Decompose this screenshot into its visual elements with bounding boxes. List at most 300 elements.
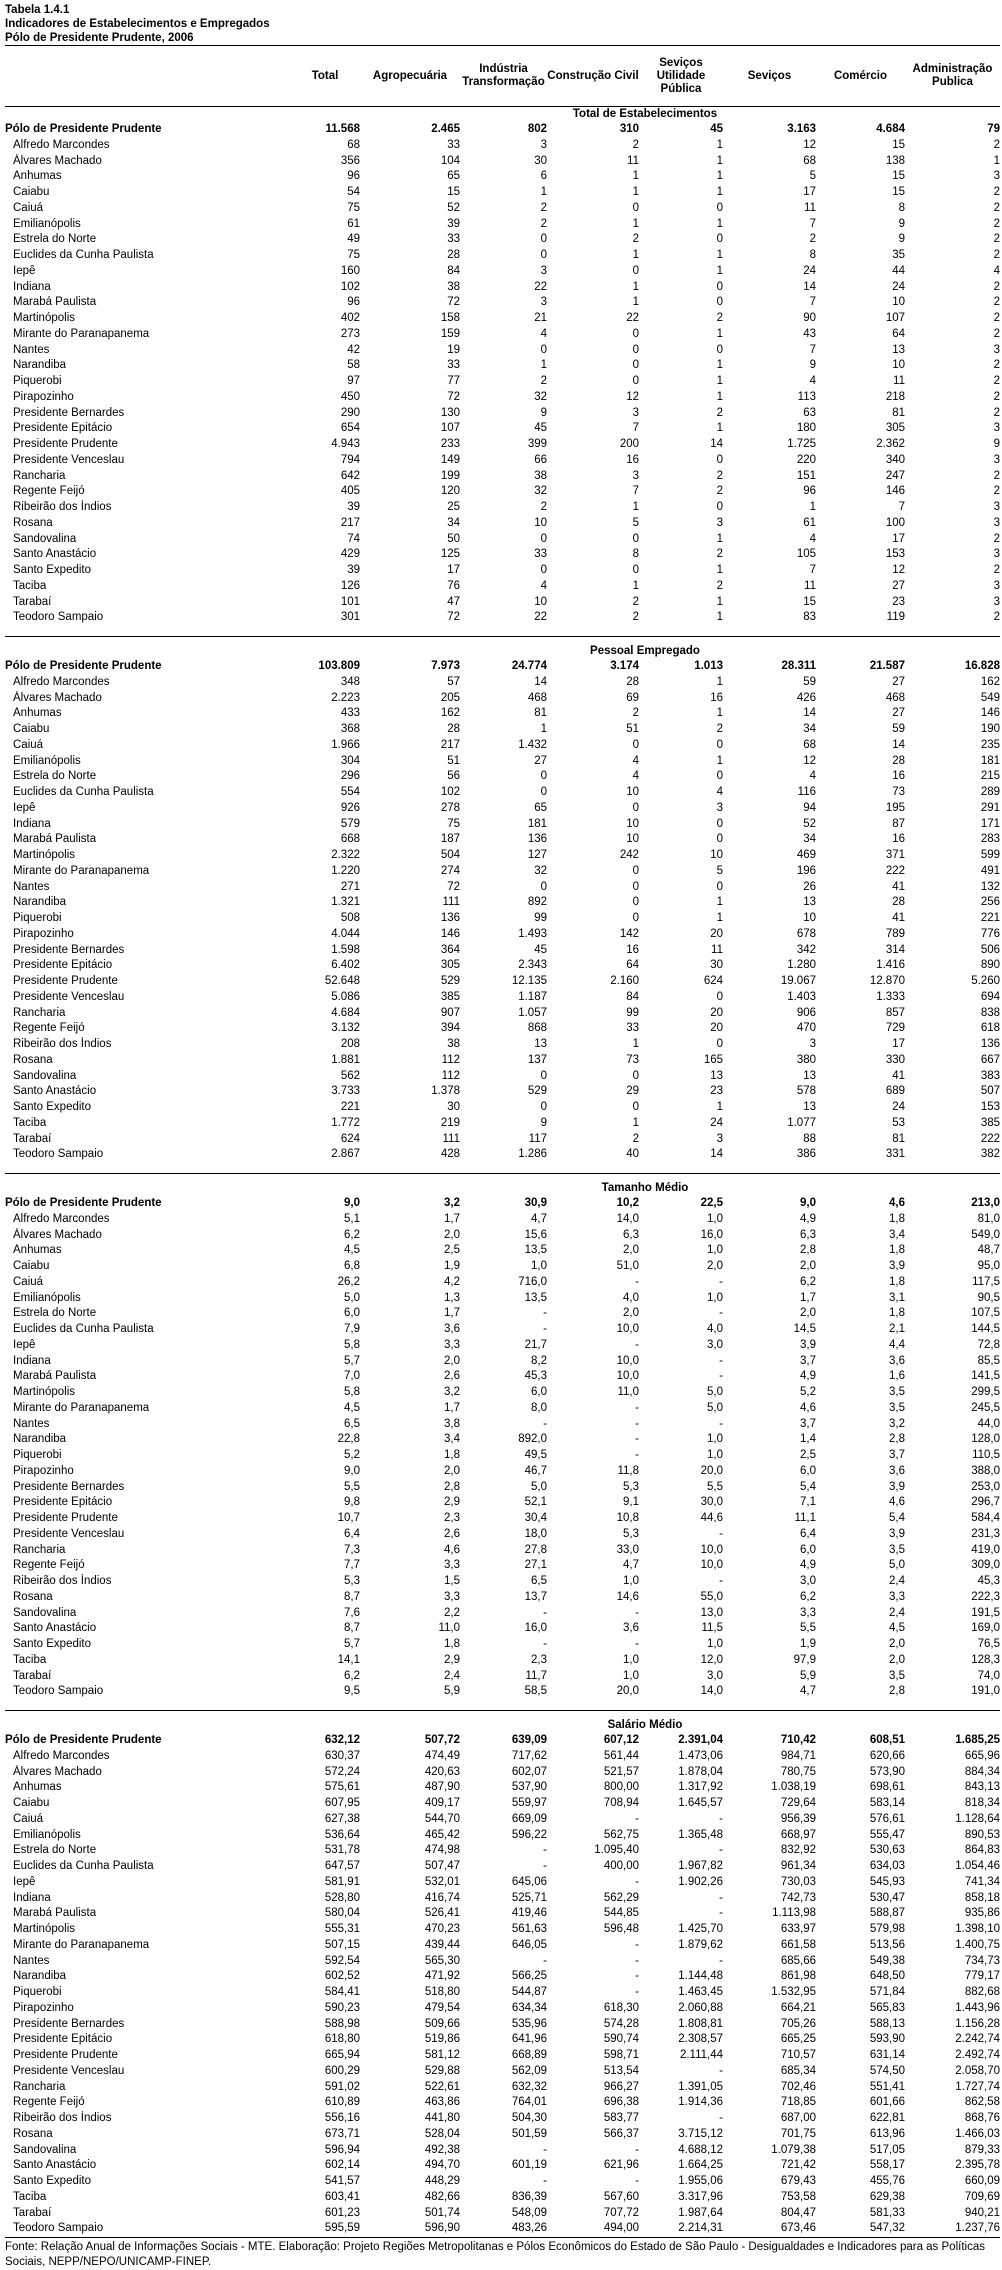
table-cell: 11,8 <box>617 1464 639 1477</box>
table-cell: 1 <box>632 217 639 230</box>
table-row <box>5 2032 1000 2048</box>
table-cell: 562 <box>340 1069 360 1082</box>
table-cell: 7,0 <box>344 1370 360 1383</box>
table-cell: 14,0 <box>616 1212 639 1225</box>
table-row <box>5 610 1000 626</box>
column-header: Construção Civil <box>547 46 639 107</box>
table-cell: 221 <box>980 912 1000 924</box>
table-cell: 215 <box>980 770 1000 783</box>
region-value: 1.013 <box>694 660 723 672</box>
table-cell: 531,78 <box>324 1844 360 1857</box>
table-cell: 1,8 <box>444 1638 460 1650</box>
table-cell: 474,49 <box>424 1749 460 1762</box>
table-cell: 5,5 <box>344 1480 360 1493</box>
table-cell: 9 <box>898 233 905 246</box>
table-cell: - <box>719 2064 723 2077</box>
table-cell: 780,75 <box>780 1765 816 1778</box>
separator-cell <box>5 1174 1000 1182</box>
municipality-name: Martinópolis <box>13 312 75 324</box>
table-cell: 3,6 <box>889 1354 905 1367</box>
table-cell: 687,00 <box>780 2112 816 2124</box>
table-cell: 116 <box>797 786 816 798</box>
table-cell: 565,30 <box>424 1954 460 1967</box>
region-value: 30,9 <box>524 1197 547 1209</box>
table-cell: 13 <box>803 1069 816 1082</box>
table-row <box>5 248 1000 264</box>
table-row <box>5 832 1000 848</box>
table-row <box>5 2190 1000 2206</box>
table-cell: 3 <box>540 138 547 151</box>
table-cell: 562,09 <box>511 2064 547 2077</box>
table-cell: 926 <box>340 801 360 814</box>
table-cell: 562,29 <box>603 1891 639 1904</box>
table-cell: 2 <box>993 469 1000 482</box>
table-cell: 2,3 <box>531 1653 547 1666</box>
table-cell: 97 <box>347 375 360 387</box>
table-cell: - <box>543 2143 547 2156</box>
table-cell: 734,73 <box>964 1954 1000 1967</box>
column-header-row <box>5 46 1000 107</box>
table-cell: 51 <box>626 723 639 735</box>
table-row <box>5 2221 1000 2237</box>
separator-cell <box>5 637 1000 645</box>
table-cell: 468 <box>885 691 905 704</box>
table-cell: 24 <box>803 264 816 277</box>
table-cell: 41 <box>892 880 905 893</box>
table-cell: 2 <box>993 296 1000 309</box>
table-row <box>5 911 1000 927</box>
table-cell: - <box>635 1938 639 1951</box>
table-cell: 4 <box>540 579 547 592</box>
municipality-name: Anhumas <box>13 707 62 720</box>
table-cell: 561,63 <box>511 1923 547 1935</box>
table-cell: 562,75 <box>603 1828 639 1841</box>
table-cell: 13,5 <box>524 1244 547 1257</box>
section-spacer <box>5 1700 1000 1711</box>
table-cell: 596,48 <box>603 1923 639 1935</box>
table-cell: 28 <box>447 249 460 261</box>
table-cell: 5,0 <box>707 1386 723 1398</box>
table-cell: - <box>635 1986 639 1998</box>
table-row <box>5 1147 1000 1163</box>
table-cell: 2.214,31 <box>678 2222 723 2235</box>
table-cell: 416,74 <box>424 1891 460 1904</box>
table-cell: 776 <box>980 927 1000 940</box>
municipality-name: Ribeirão dos Índios <box>13 2112 112 2124</box>
table-cell: 9 <box>898 217 905 230</box>
table-cell: 33,0 <box>616 1543 639 1556</box>
table-cell: 102 <box>440 786 460 798</box>
table-cell: 0 <box>716 453 723 466</box>
table-cell: 2 <box>993 327 1000 340</box>
table-cell: 2,0 <box>889 1653 905 1666</box>
table-cell: 0 <box>632 343 639 356</box>
table-cell: 25 <box>447 501 460 513</box>
table-cell: 463,86 <box>424 2096 460 2109</box>
table-row <box>5 264 1000 280</box>
table-cell: 517,05 <box>869 2143 905 2156</box>
municipality-name: Regente Feijó <box>13 2096 85 2109</box>
region-value: 9,0 <box>344 1197 360 1209</box>
municipality-name: Nantes <box>13 343 50 356</box>
municipality-name: Ribeirão dos Índios <box>13 501 112 513</box>
table-row <box>5 1969 1000 1985</box>
region-value: 607,12 <box>603 1734 639 1746</box>
table-cell: 545,93 <box>869 1875 905 1888</box>
municipality-name: Anhumas <box>13 1244 62 1257</box>
table-cell: 64 <box>892 327 905 340</box>
municipality-name: Caiuá <box>13 1812 44 1825</box>
table-cell: 112 <box>441 1053 460 1066</box>
table-row <box>5 2127 1000 2143</box>
table-cell: 707,72 <box>603 2206 639 2219</box>
table-cell: 890 <box>980 959 1000 972</box>
table-cell: - <box>543 1417 547 1430</box>
table-cell: - <box>635 2143 639 2156</box>
table-cell: 578 <box>796 1085 816 1098</box>
table-cell: 592,54 <box>324 1954 360 1967</box>
table-cell: 66 <box>534 453 547 466</box>
table-cell: 158 <box>440 312 460 324</box>
table-cell: 409,17 <box>424 1797 460 1809</box>
table-cell: 64 <box>626 959 639 972</box>
table-cell: 667 <box>980 1053 1000 1066</box>
table-cell: 547,32 <box>869 2222 905 2235</box>
table-cell: 0 <box>632 912 639 924</box>
table-cell: 1.054,46 <box>955 1860 1000 1872</box>
table-cell: 3.317,96 <box>678 2190 723 2203</box>
table-cell: 2 <box>632 1132 639 1145</box>
table-cell: 1,0 <box>707 1212 723 1225</box>
table-cell: 13,5 <box>524 1291 547 1304</box>
table-row <box>5 958 1000 974</box>
table-cell: 468 <box>527 691 547 704</box>
table-cell: - <box>635 1638 639 1650</box>
table-cell: 642 <box>340 469 360 482</box>
table-cell: 1,5 <box>444 1575 460 1587</box>
table-cell: 631,14 <box>869 2049 905 2061</box>
table-cell: 4,7 <box>800 1685 816 1698</box>
table-cell: 1,4 <box>800 1433 816 1446</box>
table-cell: 621,96 <box>603 2159 639 2172</box>
table-cell: 2.242,74 <box>955 2033 1000 2046</box>
region-value: 213,0 <box>971 1197 1000 1209</box>
table-cell: 127 <box>527 849 547 861</box>
table-cell: 5,2 <box>800 1386 816 1398</box>
table-cell: 11,7 <box>525 1669 547 1682</box>
table-cell: 2,4 <box>444 1669 460 1682</box>
table-row <box>5 1306 1000 1322</box>
table-cell: 130 <box>440 406 460 419</box>
region-value: 2.465 <box>431 123 460 135</box>
table-cell: 274 <box>440 864 460 877</box>
table-cell: 57 <box>447 675 460 688</box>
table-cell: 601,23 <box>324 2206 360 2219</box>
table-cell: - <box>543 1307 547 1320</box>
table-row <box>5 1859 1000 1875</box>
table-row <box>5 1669 1000 1685</box>
municipality-name: Taciba <box>13 1653 47 1666</box>
table-row <box>5 1037 1000 1053</box>
table-cell: 441,80 <box>424 2112 460 2124</box>
table-cell: 4,2 <box>444 1275 460 1288</box>
municipality-name: Alfredo Marcondes <box>13 1749 110 1762</box>
table-cell: 9,5 <box>344 1685 360 1698</box>
table-cell: 271 <box>340 880 360 893</box>
table-cell: 33 <box>447 359 460 372</box>
table-cell: 33 <box>447 138 460 151</box>
municipality-name: Tarabaí <box>13 2206 52 2219</box>
table-cell: 2 <box>716 548 723 561</box>
table-cell: 1 <box>632 501 639 513</box>
municipality-name: Narandiba <box>13 1970 67 1983</box>
table-cell: 843,13 <box>964 1781 1000 1794</box>
table-cell: 16 <box>892 770 905 783</box>
table-row <box>5 675 1000 691</box>
column-header: Total <box>290 46 360 107</box>
table-cell: 4 <box>540 327 547 340</box>
table-row <box>5 1543 1000 1559</box>
table-cell: 2 <box>993 280 1000 293</box>
table-cell: 68 <box>347 138 360 151</box>
table-cell: 679,43 <box>780 2175 816 2187</box>
municipality-name: Alfredo Marcondes <box>13 1212 110 1225</box>
municipality-name: Caiuá <box>13 738 44 751</box>
table-cell: 16 <box>626 453 639 466</box>
table-cell: 660,09 <box>964 2175 1000 2187</box>
table-cell: 1.403 <box>787 990 816 1003</box>
table-cell: 3,9 <box>889 1480 905 1493</box>
table-cell: 501,74 <box>424 2206 460 2219</box>
table-cell: 14,0 <box>700 1685 723 1698</box>
municipality-name: Santo Expedito <box>13 2175 92 2187</box>
table-cell: 581,12 <box>424 2049 460 2061</box>
table-cell: 5,0 <box>344 1291 360 1304</box>
table-row <box>5 421 1000 437</box>
table-cell: 1.432 <box>518 738 547 751</box>
table-cell: 81 <box>534 707 547 720</box>
table-cell: 385 <box>440 990 460 1003</box>
table-cell: 584,4 <box>971 1512 1000 1524</box>
table-cell: 52 <box>447 201 460 214</box>
table-cell: 646,05 <box>511 1938 547 1951</box>
table-cell: 0 <box>540 564 547 576</box>
municipality-name: Narandiba <box>13 359 67 372</box>
table-cell: 11 <box>893 375 905 387</box>
table-cell: 5,8 <box>344 1386 360 1398</box>
municipality-name: Presidente Bernardes <box>13 1480 125 1493</box>
table-row <box>5 169 1000 185</box>
table-cell: 97,9 <box>793 1653 816 1666</box>
table-cell: 162 <box>980 675 1000 688</box>
municipality-name: Santo Anastácio <box>13 548 97 561</box>
table-cell: 7,1 <box>800 1496 816 1509</box>
table-cell: 42 <box>347 343 360 356</box>
municipality-name: Sandovalina <box>13 2143 77 2156</box>
table-cell: 549 <box>980 691 1000 704</box>
table-cell: 11,1 <box>794 1512 816 1524</box>
table-cell: 566,37 <box>603 2127 639 2140</box>
table-cell: - <box>635 1401 639 1414</box>
table-cell: 620,66 <box>869 1749 905 1762</box>
table-cell: 107 <box>885 312 905 324</box>
table-cell: 9 <box>809 359 816 372</box>
table-cell: 340 <box>885 453 905 466</box>
table-cell: 583,77 <box>603 2112 639 2124</box>
table-cell: 45 <box>534 422 547 435</box>
table-cell: 7,9 <box>344 1323 360 1335</box>
municipality-name: Sandovalina <box>13 1606 77 1619</box>
municipality-name: Piquerobi <box>13 912 62 924</box>
municipality-name: Euclides da Cunha Paulista <box>13 786 154 798</box>
table-cell: 5,0 <box>889 1559 905 1572</box>
table-cell: 1 <box>632 1116 639 1129</box>
table-cell: 8,2 <box>531 1354 547 1367</box>
municipality-name: Martinópolis <box>13 849 75 861</box>
table-cell: 470,23 <box>424 1923 460 1935</box>
municipality-name: Ribeirão dos Índios <box>13 1038 112 1050</box>
table-cell: 648,50 <box>869 1970 905 1983</box>
table-cell: 565,83 <box>869 2001 905 2014</box>
table-cell: 2 <box>632 233 639 246</box>
table-cell: 450 <box>340 390 360 403</box>
table-cell: 30,0 <box>700 1496 723 1509</box>
table-cell: 708,94 <box>603 1797 639 1809</box>
table-cell: 1 <box>716 754 723 767</box>
municipality-name: Álvares Machado <box>13 1228 102 1241</box>
municipality-name: Presidente Venceslau <box>13 1527 125 1540</box>
table-cell: 153 <box>980 1101 1000 1113</box>
table-cell: 20,0 <box>700 1464 723 1477</box>
table-cell: 2 <box>716 579 723 592</box>
table-cell: 299,5 <box>971 1386 1000 1398</box>
table-cell: 222 <box>885 864 905 877</box>
table-cell: - <box>635 1449 639 1461</box>
table-cell: 53 <box>892 1116 905 1129</box>
table-cell: 3.132 <box>331 1022 360 1035</box>
municipality-name: Álvares Machado <box>13 1765 102 1778</box>
table-cell: 128,3 <box>971 1653 1000 1666</box>
table-cell: 3,5 <box>889 1386 905 1398</box>
table-cell: 4 <box>632 770 639 783</box>
table-cell: 2.060,88 <box>678 2001 723 2014</box>
section-header-blank <box>5 107 290 123</box>
table-cell: - <box>719 1417 723 1430</box>
municipality-name: Rosana <box>13 1053 53 1066</box>
table-cell: 420,63 <box>424 1765 460 1778</box>
table-cell: 247 <box>885 469 905 482</box>
region-value: 4,6 <box>889 1197 905 1209</box>
table-cell: 966,27 <box>603 2080 639 2093</box>
table-cell: 518,80 <box>424 1986 460 1998</box>
table-cell: 26 <box>803 880 816 893</box>
table-cell: 356 <box>340 154 360 167</box>
table-cell: 30 <box>534 154 547 167</box>
region-value: 79 <box>987 123 1000 135</box>
table-cell: 20,0 <box>616 1685 639 1698</box>
table-cell: 696,38 <box>603 2096 639 2109</box>
table-subtitle: Pólo de Presidente Prudente, 2006 <box>5 32 194 44</box>
table-cell: 2.343 <box>518 959 547 972</box>
section-title: Pessoal Empregado <box>590 645 700 657</box>
table-row <box>5 201 1000 217</box>
section-spacer <box>5 1163 1000 1174</box>
table-cell: 126 <box>340 579 360 592</box>
table-cell: 5,0 <box>531 1480 547 1493</box>
table-cell: 4 <box>809 770 816 783</box>
table-cell: 10 <box>534 595 547 608</box>
section-spacer <box>5 626 1000 637</box>
table-cell: 159 <box>440 327 460 340</box>
table-cell: 1.772 <box>331 1116 360 1129</box>
table-cell: 63 <box>803 406 816 419</box>
table-row <box>5 2064 1000 2080</box>
table-cell: - <box>719 1812 723 1825</box>
column-header-name <box>5 46 290 107</box>
table-row <box>5 311 1000 327</box>
table-cell: 399 <box>527 438 547 450</box>
table-cell: 2 <box>716 406 723 419</box>
table-cell: 15 <box>892 186 905 198</box>
table-cell: 45,3 <box>977 1575 1000 1587</box>
table-cell: 13,0 <box>700 1606 723 1619</box>
region-value: 2.391,04 <box>678 1734 723 1746</box>
municipality-name: Sandovalina <box>13 1069 77 1082</box>
table-cell: 494,00 <box>603 2222 639 2235</box>
table-cell: 46,7 <box>524 1464 547 1477</box>
column-header: Indústria Transformação <box>460 46 547 107</box>
municipality-name: Presidente Prudente <box>13 975 118 987</box>
table-cell: 665,96 <box>964 1749 1000 1762</box>
table-cell: 13 <box>534 1038 547 1050</box>
table-cell: 208 <box>340 1038 360 1050</box>
municipality-name: Estrela do Norte <box>13 770 97 783</box>
municipality-name: Emilianópolis <box>13 1828 81 1841</box>
region-value: 3.163 <box>787 123 816 135</box>
table-cell: 14 <box>803 707 816 720</box>
table-cell: 698,61 <box>869 1781 905 1794</box>
table-row <box>5 722 1000 738</box>
table-cell: 5,2 <box>344 1449 360 1461</box>
table-cell: 1.532,95 <box>771 1986 816 1998</box>
municipality-name: Marabá Paulista <box>13 1907 97 1920</box>
region-value: 9,0 <box>800 1197 816 1209</box>
table-cell: 6,2 <box>800 1590 816 1603</box>
table-cell: 529,88 <box>424 2064 460 2077</box>
table-cell: 84 <box>447 264 460 277</box>
table-cell: 190 <box>980 723 1000 735</box>
table-row <box>5 1780 1000 1796</box>
table-cell: 11,0 <box>438 1622 460 1635</box>
table-cell: 6,4 <box>344 1527 360 1540</box>
section-title: Salário Médio <box>607 1719 683 1731</box>
table-cell: 24 <box>892 1101 905 1113</box>
table-cell: 368 <box>340 723 360 735</box>
table-cell: 2,9 <box>444 1653 460 1666</box>
table-cell: 482,66 <box>424 2190 460 2203</box>
table-cell: - <box>635 1812 639 1825</box>
table-cell: 26,2 <box>337 1275 360 1288</box>
municipality-name: Anhumas <box>13 170 62 183</box>
table-cell: 29 <box>626 1085 639 1098</box>
table-cell: 627,38 <box>324 1812 360 1825</box>
table-cell: 6,3 <box>800 1228 816 1241</box>
table-cell: 15 <box>803 595 816 608</box>
table-cell: 6 <box>540 170 547 183</box>
table-cell: 160 <box>340 264 360 277</box>
indicators-table <box>5 46 1000 2237</box>
table-cell: 610,89 <box>324 2096 360 2109</box>
